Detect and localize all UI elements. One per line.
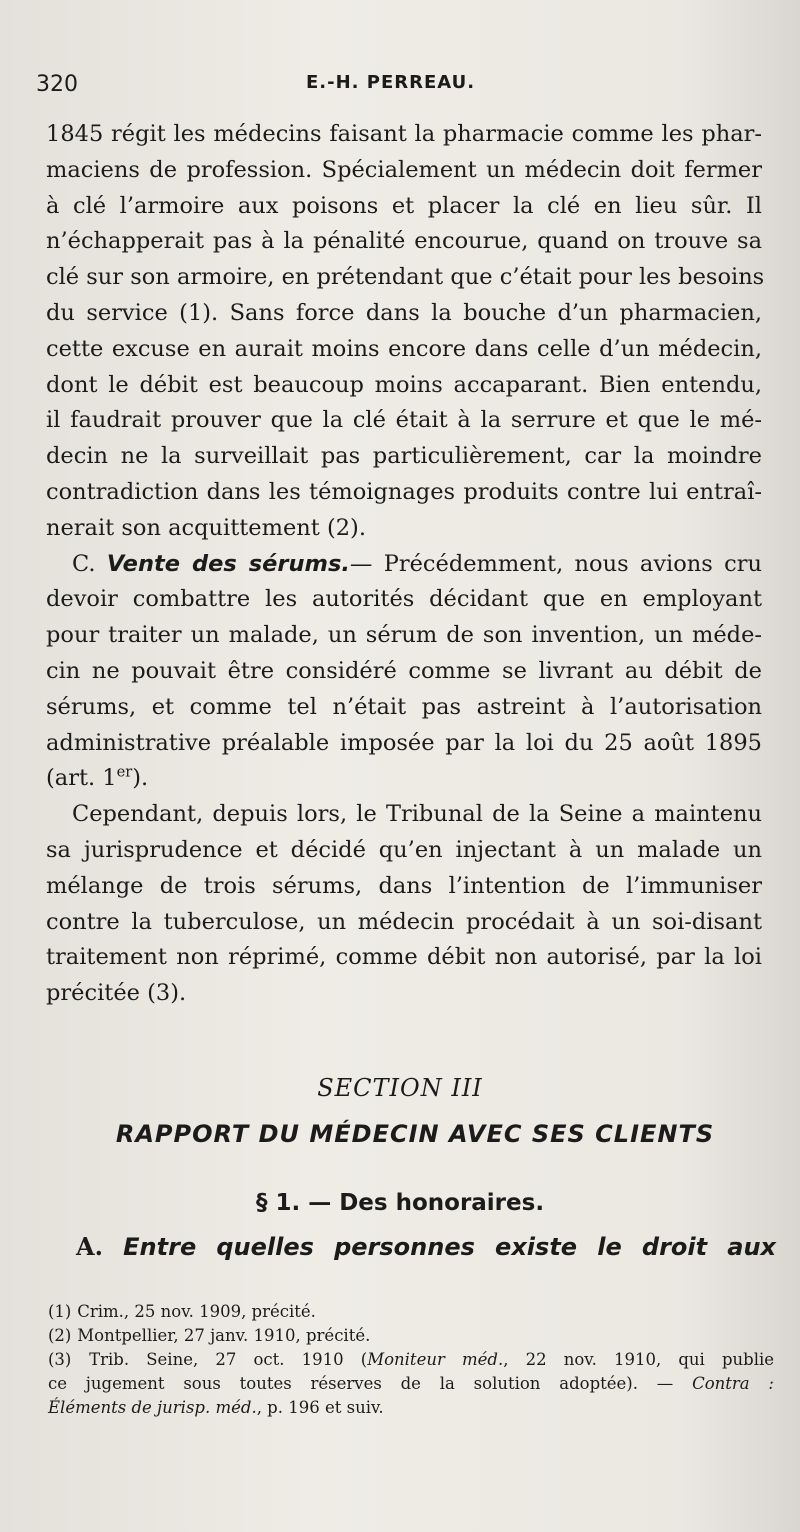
text-line: du service (1). Sans force dans la bouche d’un pharmacien, xyxy=(46,299,762,326)
superscript: er xyxy=(116,763,133,781)
paragraph-pharmacy xyxy=(46,117,765,547)
text-line: pour traiter un malade, un sérum de son invention, un méde- xyxy=(46,622,762,649)
paragraph-tribunal xyxy=(46,797,762,1012)
para-label: C. xyxy=(72,550,96,577)
text-line: contradiction dans les témoignages produits contre lui entraî- xyxy=(46,478,762,505)
text-line: 1845 régit les médecins faisant la pharmacie comme les phar- xyxy=(46,121,762,147)
paragraph-heading: § 1. — Des honoraires. xyxy=(255,1190,545,1216)
text-line: précitée (3). xyxy=(46,980,187,1007)
footnote-2 xyxy=(48,1324,774,1348)
text-line: Cependant, depuis lors, le Tribunal de la Seine a maintenu xyxy=(72,801,762,828)
footnote-number: (1) xyxy=(48,1302,72,1321)
footnote-text: ce jugement sous toutes réserves de la solution adoptée). — xyxy=(48,1374,674,1393)
footnote-3-line-3 xyxy=(48,1396,774,1420)
para-first-line: — Précédemment, nous avions cru xyxy=(349,550,763,577)
text-fragment: ). xyxy=(132,765,149,792)
text-line: sérums, et comme tel n’était pas astreint à l’autorisation xyxy=(46,693,762,720)
footnote-text: Crim., 25 nov. 1909, précité. xyxy=(77,1302,316,1321)
text-line xyxy=(46,547,762,583)
footnote-text: , p. 196 et suiv. xyxy=(256,1398,384,1417)
footnote-text: , 22 nov. 1910, qui publie xyxy=(503,1350,775,1369)
text-line: dont le débit est beaucoup moins accaparant. Bien entendu, xyxy=(46,371,762,398)
text-line: sa jurisprudence et décidé qu’en injectant à un malade un xyxy=(46,836,762,863)
footnote-number: (3) xyxy=(48,1350,72,1369)
footnote-text: Montpellier, 27 janv. 1910, précité. xyxy=(77,1326,371,1345)
footnote-number: (2) xyxy=(48,1326,72,1345)
text-line: maciens de profession. Spécialement un médecin doit fermer xyxy=(46,156,762,183)
text-line: à clé l’armoire aux poisons et placer la clé en lieu sûr. Il xyxy=(46,192,762,219)
text-line: nerait son acquittement (2). xyxy=(46,514,366,541)
text-line: n’échapperait pas à la pénalité encourue, quand on trouve sa xyxy=(46,228,762,255)
running-head: E.-H. PERREAU. xyxy=(306,72,476,93)
text-line: devoir combattre les autorités décidant que en employant xyxy=(46,586,762,613)
text-line: decin ne la surveillait pas particulièrement, car la moindre xyxy=(46,443,762,470)
subsection-text: Entre quelles personnes existe le droit aux xyxy=(123,1233,777,1261)
text-line: traitement non réprimé, comme débit non autorisé, par la loi xyxy=(46,944,762,971)
book-title: Éléments de jurisp. méd. xyxy=(48,1398,257,1417)
footnotes xyxy=(48,1300,774,1420)
text-line: clé sur son armoire, en prétendant que c’était pour les besoins xyxy=(46,264,765,291)
text-fragment: (art. 1 xyxy=(46,765,117,792)
footnote-text: Trib. Seine, 27 oct. 1910 ( xyxy=(89,1350,368,1369)
subsection-label: A. xyxy=(76,1232,103,1261)
para-title: Vente des sérums. xyxy=(106,550,350,577)
text-line: cette excuse en aurait moins encore dans celle d’un médecin, xyxy=(46,335,762,362)
text-line xyxy=(46,761,762,797)
page-number: 320 xyxy=(36,72,78,97)
section-subtitle: RAPPORT DU MÉDECIN AVEC SES CLIENTS xyxy=(115,1120,715,1148)
text-line: contre la tuberculose, un médecin procédait à un soi-disant xyxy=(46,908,762,935)
journal-title: Moniteur méd. xyxy=(367,1350,504,1369)
text-line: administrative préalable imposée par la loi du 25 août 1895 xyxy=(46,729,762,756)
body-text xyxy=(46,117,765,1012)
paragraph-serums xyxy=(46,547,762,798)
section-title: SECTION III xyxy=(317,1074,483,1102)
text-line: mélange de trois sérums, dans l’intention de l’immuniser xyxy=(46,872,762,899)
footnote-1 xyxy=(48,1300,774,1324)
subsection-heading xyxy=(76,1232,776,1261)
text-line: cin ne pouvait être considéré comme se livrant au débit de xyxy=(46,657,762,684)
text-line: il faudrait prouver que la clé était à la serrure et que le mé- xyxy=(46,407,762,434)
footnote-3 xyxy=(48,1348,774,1372)
footnote-3-line-2 xyxy=(48,1372,774,1396)
contra-label: Contra : xyxy=(692,1374,774,1393)
page-header xyxy=(36,72,760,104)
